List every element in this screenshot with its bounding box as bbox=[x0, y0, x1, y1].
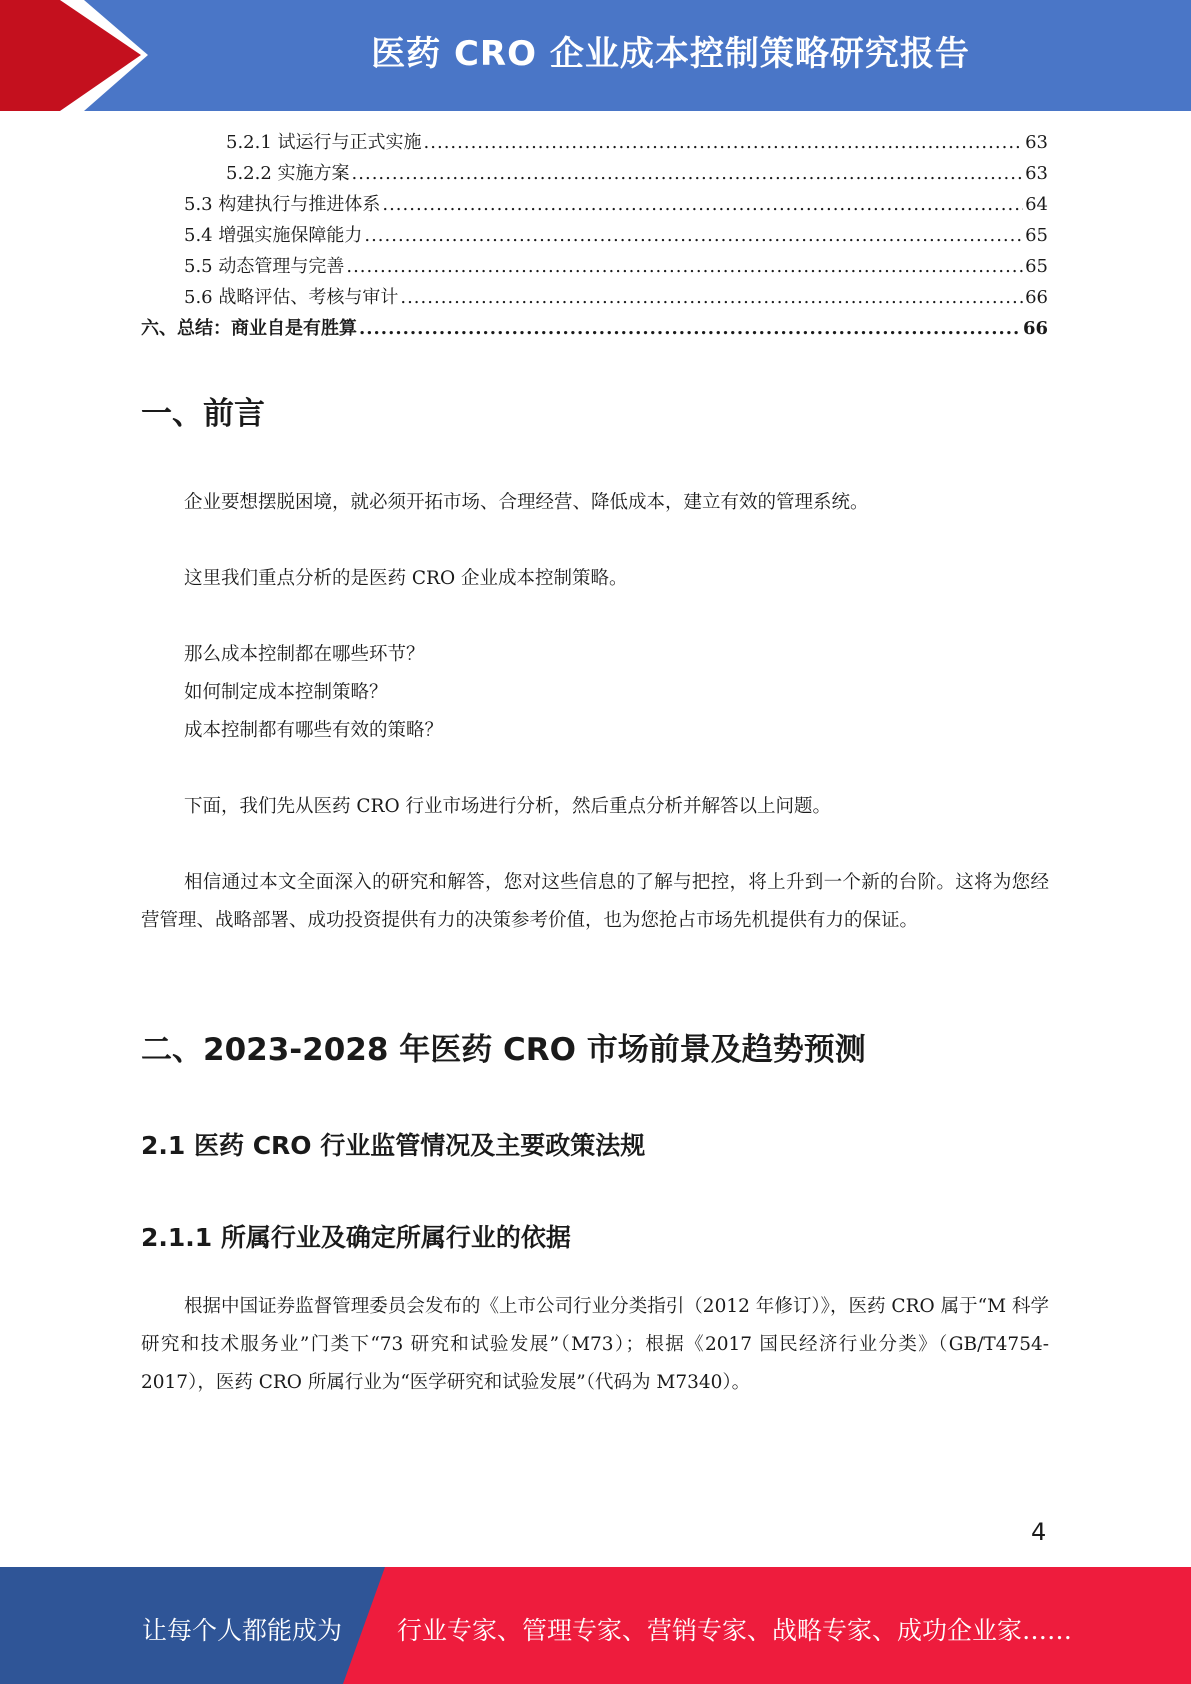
toc-entry[interactable] bbox=[141, 159, 1048, 190]
paragraph: 相信通过本文全面深入的研究和解答，您对这些信息的了解与把控，将上升到一个新的台阶。这将为您经营管理、战略部署、成功投资提供有力的决策参考价值，也为您抢占市场先机提供有力的保证。 bbox=[141, 872, 1049, 931]
toc-leader-dots bbox=[346, 256, 1023, 277]
footer-slogan-left: 让每个人都能成为 bbox=[142, 1616, 343, 1645]
header-arrow-decoration bbox=[0, 0, 160, 111]
toc-leader-dots bbox=[424, 132, 1024, 153]
toc-entry[interactable] bbox=[141, 283, 1048, 314]
paragraph: 企业要想摆脱困境，就必须开拓市场、合理经营、降低成本，建立有效的管理系统。 bbox=[184, 492, 869, 513]
table-of-contents bbox=[141, 128, 1048, 345]
toc-entry-page: 66 bbox=[1025, 287, 1048, 308]
toc-leader-dots bbox=[382, 194, 1023, 215]
toc-leader-dots bbox=[400, 287, 1023, 308]
paragraph: 这里我们重点分析的是医药 CRO 企业成本控制策略。 bbox=[184, 568, 628, 589]
preface-heading: 一、前言 bbox=[141, 396, 265, 432]
subsection-heading: 2.1.1 所属行业及确定所属行业的依据 bbox=[141, 1223, 571, 1252]
toc-entry[interactable] bbox=[141, 314, 1048, 345]
page-number: 4 bbox=[1031, 1518, 1047, 1546]
footer-slogan-right: 行业专家、管理专家、营销专家、战略专家、成功企业家…… bbox=[397, 1616, 1073, 1645]
toc-entry[interactable] bbox=[141, 221, 1048, 252]
paragraph: 下面，我们先从医药 CRO 行业市场进行分析，然后重点分析并解答以上问题。 bbox=[184, 796, 832, 817]
report-title: 医药 CRO 企业成本控制策略研究报告 bbox=[371, 34, 970, 74]
paragraph: 那么成本控制都在哪些环节？ bbox=[184, 644, 425, 665]
toc-entry[interactable] bbox=[141, 252, 1048, 283]
toc-entry-page: 65 bbox=[1025, 256, 1048, 277]
toc-entry-page: 64 bbox=[1025, 194, 1048, 215]
paragraph: 根据中国证券监督管理委员会发布的《上市公司行业分类指引（2012 年修订）》，医药 CRO 属于“M 科学研究和技术服务业”门类下“73 研究和试验发展”（M73）；根据《2017 国民经济行业分类》（GB/T4754-2017），医药 CRO 所属行业为“医学研究和试验发展”（代码为 M7340）。 bbox=[141, 1296, 1049, 1393]
chapter-heading: 二、2023-2028 年医药 CRO 市场前景及趋势预测 bbox=[141, 1032, 866, 1068]
toc-leader-dots bbox=[364, 225, 1023, 246]
toc-entry-title: 5.4 增强实施保障能力 bbox=[184, 225, 363, 246]
toc-entry-title: 5.2.1 试运行与正式实施 bbox=[226, 132, 422, 153]
toc-leader-dots bbox=[359, 318, 1021, 339]
toc-entry-title: 5.2.2 实施方案 bbox=[226, 163, 350, 184]
toc-entry-title: 5.5 动态管理与完善 bbox=[184, 256, 345, 277]
toc-entry[interactable] bbox=[141, 128, 1048, 159]
toc-entry-title: 六、总结：商业自是有胜算 bbox=[141, 318, 357, 339]
toc-entry-page: 66 bbox=[1022, 318, 1048, 339]
toc-entry-page: 65 bbox=[1025, 225, 1048, 246]
page-header bbox=[0, 0, 1191, 111]
toc-entry-page: 63 bbox=[1025, 163, 1048, 184]
toc-entry[interactable] bbox=[141, 190, 1048, 221]
paragraph: 如何制定成本控制策略？ bbox=[184, 682, 388, 703]
toc-entry-page: 63 bbox=[1025, 132, 1048, 153]
toc-leader-dots bbox=[352, 163, 1024, 184]
section-heading: 2.1 医药 CRO 行业监管情况及主要政策法规 bbox=[141, 1131, 646, 1160]
toc-entry-title: 5.6 战略评估、考核与审计 bbox=[184, 287, 399, 308]
toc-entry-title: 5.3 构建执行与推进体系 bbox=[184, 194, 381, 215]
page-footer bbox=[0, 1567, 1191, 1684]
paragraph: 成本控制都有哪些有效的策略？ bbox=[184, 720, 444, 741]
